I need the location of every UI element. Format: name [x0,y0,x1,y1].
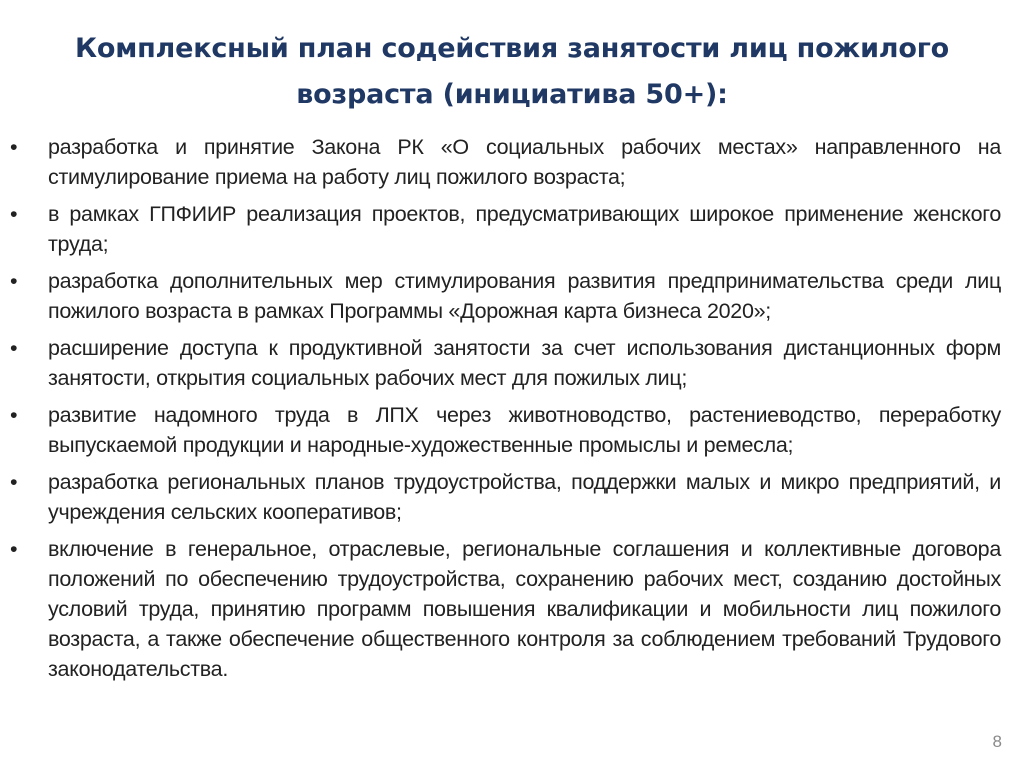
bullet-item [0,132,1024,192]
bullet-text: развитие надомного труда в ЛПХ через животноводство, растениеводство, переработку выпускаемой продукции и народные-художественные промыслы и ремесла; [48,403,1001,457]
page-number: 8 [992,732,1002,751]
slide-title: Комплексный план содействия занятости лиц пожилого возраста (инициатива 50+): [75,33,949,110]
bullet-item [0,199,1024,259]
bullet-text: в рамках ГПФИИР реализация проектов, предусматривающих широкое применение женского труда; [48,202,1001,256]
bullet-icon: • [10,336,18,360]
bullet-item [0,400,1024,460]
bullet-item [0,534,1024,684]
bullet-icon: • [10,537,18,561]
bullet-item [0,333,1024,393]
bullet-text: расширение доступа к продуктивной занятости за счет использования дистанционных форм занятости, открытия социальных рабочих мест для пожилых лиц; [48,336,1001,390]
bullet-item [0,467,1024,527]
bullet-icon: • [10,269,18,293]
bullet-icon: • [10,470,18,494]
bullet-icon: • [10,135,18,159]
bullet-text: разработка региональных планов трудоустройства, поддержки малых и микро предприятий, и учреждения сельских кооперативов; [48,470,1001,524]
bullet-icon: • [10,403,18,427]
bullet-list [0,132,1024,691]
bullet-icon: • [10,202,18,226]
bullet-text: разработка и принятие Закона РК «О социальных рабочих местах» направленного на стимулирование приема на работу лиц пожилого возраста; [48,135,1001,189]
bullet-item [0,266,1024,326]
bullet-text: включение в генеральное, отраслевые, региональные соглашения и коллективные договора положений по обеспечению трудоустройства, сохранению рабочих мест, созданию достойных условий труда, принятию программ повышения квалификации и мобильности лиц пожилого возраста, а также обеспечение общественного контроля за соблюдением требований Трудового законодательства. [48,537,1001,681]
bullet-text: разработка дополнительных мер стимулирования развития предпринимательства среди лиц пожилого возраста в рамках Программы «Дорожная карта бизнеса 2020»; [48,269,1001,323]
